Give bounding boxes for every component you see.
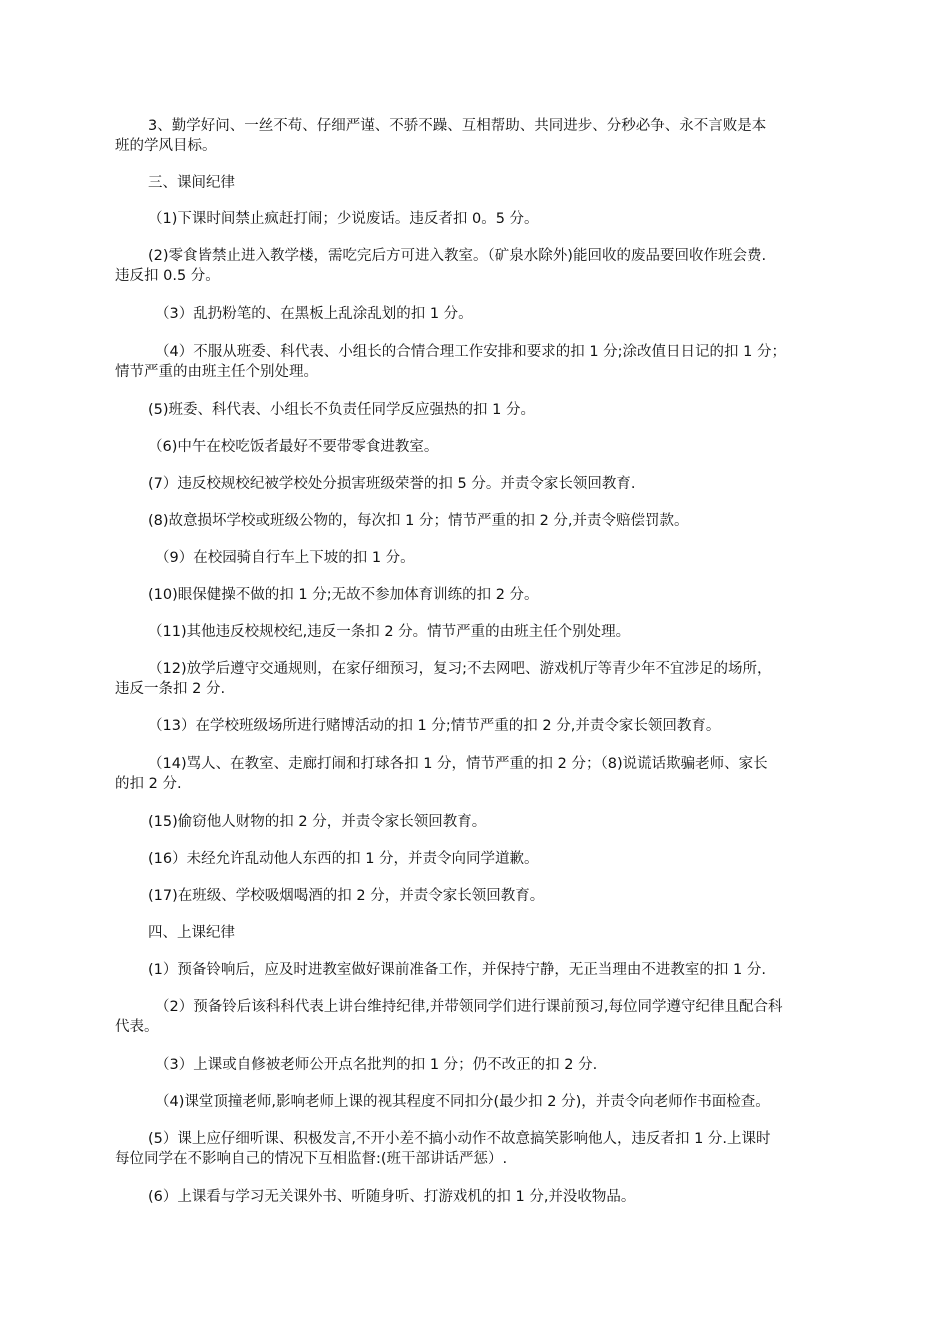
paragraph-line: (5)班委、科代表、小组长不负责任同学反应强热的扣 1 分。 (148, 402, 535, 418)
rule-item (115, 812, 840, 832)
paragraph-line: （6)中午在校吃饭者最好不要带零食进教室。 (148, 439, 439, 455)
rule-item (115, 997, 840, 1037)
section-heading-class-discipline (115, 923, 840, 943)
rule-item (115, 1187, 840, 1207)
paragraph-line: （11)其他违反校规校纪,违反一条扣 2 分。情节严重的由班主任个别处理。 (148, 624, 631, 640)
paragraph-study-goal (115, 116, 840, 156)
rule-item (115, 304, 840, 324)
rule-item (115, 548, 840, 568)
paragraph-line: (17)在班级、学校吸烟喝酒的扣 2 分，并责令家长领回教育。 (148, 888, 545, 904)
rule-item (115, 209, 840, 229)
rule-item (115, 246, 840, 286)
rule-item (115, 511, 840, 531)
paragraph-line: 3、勤学好问、一丝不苟、仔细严谨、不骄不躁、互相帮助、共同进步、分秒必争、永不言败是本 (148, 118, 767, 134)
paragraph-line: (15)偷窃他人财物的扣 2 分，并责令家长领回教育。 (148, 814, 487, 830)
paragraph-line: （1)下课时间禁止疯赶打闹；少说废话。违反者扣 0。5 分。 (148, 211, 539, 227)
paragraph-line: (6）上课看与学习无关课外书、听随身听、打游戏机的扣 1 分,并没收物品。 (148, 1189, 636, 1205)
paragraph-line: （3）乱扔粉笔的、在黑板上乱涂乱划的扣 1 分。 (155, 306, 473, 322)
paragraph-line: (10)眼保健操不做的扣 1 分;无故不参加体育训练的扣 2 分。 (148, 587, 539, 603)
paragraph-line: 违反扣 0.5 分。 (115, 268, 220, 284)
paragraph-line: (8)故意损坏学校或班级公物的，每次扣 1 分；情节严重的扣 2 分,并责令赔偿罚款。 (148, 513, 689, 529)
rule-item (115, 754, 840, 794)
paragraph-line: （4）不服从班委、科代表、小组长的合情合理工作安排和要求的扣 1 分;涂改值日日记的扣 1 分； (155, 344, 786, 360)
paragraph-line: （14)骂人、在教室、走廊打闹和打球各扣 1 分，情节严重的扣 2 分；（8)说谎话欺骗老师、家长 (148, 756, 768, 772)
section-heading-break-discipline (115, 173, 840, 193)
rule-item (115, 400, 840, 420)
paragraph-line: （4)课堂顶撞老师,影响老师上课的视其程度不同扣分(最少扣 2 分)，并责令向老师作书面检查。 (155, 1094, 770, 1110)
paragraph-line: 的扣 2 分. (115, 776, 182, 792)
rule-item (115, 960, 840, 980)
rule-item (115, 716, 840, 736)
rule-item (115, 342, 840, 382)
paragraph-line: 情节严重的由班主任个别处理。 (115, 364, 318, 380)
paragraph-line: (16）未经允许乱动他人东西的扣 1 分，并责令向同学道歉。 (148, 851, 539, 867)
paragraph-line: （2）预备铃后该科科代表上讲台维持纪律,并带领同学们进行课前预习,每位同学遵守纪律且配合科 (155, 999, 783, 1015)
rule-item (115, 849, 840, 869)
rule-item (115, 585, 840, 605)
rule-item (115, 659, 840, 699)
rule-item (115, 1092, 840, 1112)
heading-text: 三、课间纪律 (148, 175, 235, 191)
rule-item (115, 437, 840, 457)
rule-item (115, 622, 840, 642)
paragraph-line: (7）违反校规校纪被学校处分损害班级荣誉的扣 5 分。并责令家长领回教育. (148, 476, 636, 492)
heading-text: 四、上课纪律 (148, 925, 235, 941)
paragraph-line: (1）预备铃响后，应及时进教室做好课前准备工作，并保持宁静，无正当理由不进教室的扣 1 分. (148, 962, 766, 978)
paragraph-line: （3）上课或自修被老师公开点名批判的扣 1 分；仍不改正的扣 2 分. (155, 1057, 598, 1073)
paragraph-line: (5）课上应仔细听课、积极发言,不开小差不搞小动作不故意搞笑影响他人，违反者扣 1 分.上课时 (148, 1131, 771, 1147)
paragraph-line: 班的学风目标。 (115, 138, 217, 154)
rule-item (115, 474, 840, 494)
rule-item (115, 1055, 840, 1075)
paragraph-line: 代表。 (115, 1019, 159, 1035)
paragraph-line: (2)零食皆禁止进入教学楼，需吃完后方可进入教室。（矿泉水除外)能回收的废品要回收作班会费. (148, 248, 767, 264)
paragraph-line: （12)放学后遵守交通规则，在家仔细预习，复习;不去网吧、游戏机厅等青少年不宜涉足的场所， (148, 661, 772, 677)
paragraph-line: （9）在校园骑自行车上下坡的扣 1 分。 (155, 550, 415, 566)
paragraph-line: 每位同学在不影响自己的情况下互相监督:(班干部讲话严惩）. (115, 1151, 508, 1167)
paragraph-line: 违反一条扣 2 分. (115, 681, 226, 697)
paragraph-line: （13）在学校班级场所进行赌博活动的扣 1 分;情节严重的扣 2 分,并责令家长领回教育。 (148, 718, 721, 734)
rule-item (115, 1129, 840, 1169)
rule-item (115, 886, 840, 906)
